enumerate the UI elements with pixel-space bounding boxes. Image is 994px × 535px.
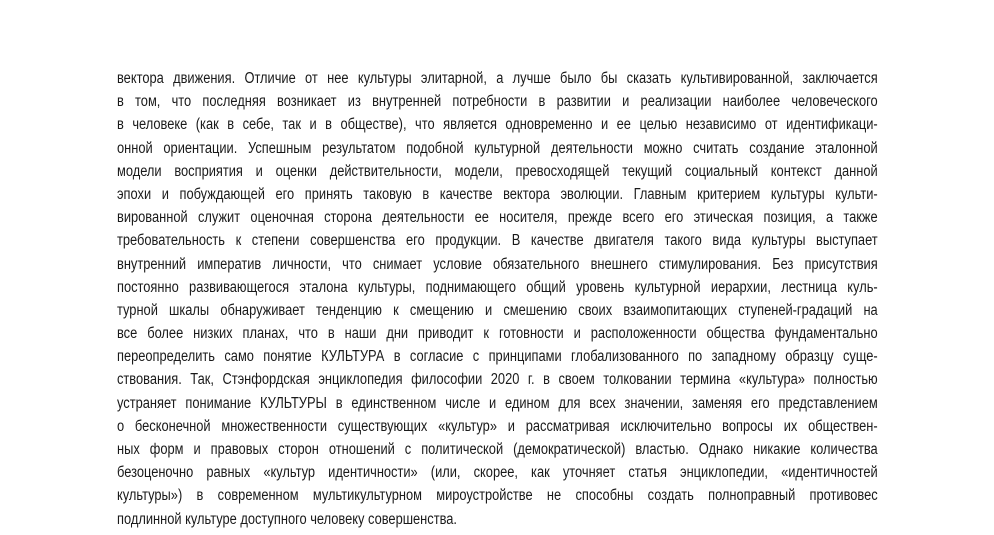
text-line: вированной служит оценочная сторона деятельности ее носителя, прежде всего его этическая позиция, а также [117,209,878,227]
text-line: в том, что последняя возникает из внутренней потребности в развитии и реализации наиболее человеческого [117,93,878,111]
text-line: все более низких планах, что в наши дни приводит к готовности и расположенности общества фундаментально [117,325,878,343]
text-line-last: подлинной культуре доступного человеку совершенства. [117,510,457,528]
text-line: в человеке (как в себе, так и в обществе), что является одновременно и ее целью независимо от идентификаци- [117,116,878,134]
text-line: вектора движения. Отличие от нее культуры элитарной, а лучше было бы сказать культивированной, заключается [117,70,878,87]
body-paragraph [117,67,878,531]
text-line: онной ориентации. Успешным результатом подобной культурной деятельности можно считать создание эталонной [117,139,878,157]
text-line: переопределить само понятие КУЛЬТУРА в согласие с принципами глобализованного по западному образцу суще- [117,348,878,366]
text-line: устраняет понимание КУЛЬТУРЫ в единственном числе и едином для всех значении, заменяя его представлением [117,394,878,412]
text-line: постоянно развивающегося эталона культуры, поднимающего общий уровень культурной иерархии, лестница куль- [117,278,878,296]
text-line: эпохи и побуждающей его принять таковую в качестве вектора эволюции. Главным критерием культуры культи- [117,185,878,203]
text-line: безоценочно равных «культур идентичности» (или, скорее, как уточняет статья энциклопедии, «идентичностей [117,464,878,482]
text-line: модели восприятия и оценки действительности, модели, превосходящей текущий социальный контекст данной [117,162,878,180]
text-line: культуры») в современном мультикультурном мироустройстве не способны создать полноправный противовес [117,487,878,505]
text-line: требовательность к степени совершенства его продукции. В качестве двигателя такого вида культуры выступает [117,232,878,250]
text-line: о бесконечной множественности существующих «культур» и рассматривая исключительно вопросы их обществен- [117,417,878,435]
text-line: ствования. Так, Стэнфордская энциклопедия философии 2020 г. в своем толковании термина «культура» полностью [117,371,878,389]
text-line: ных форм и правовых сторон отношений с политической (демократической) властью. Однако никакие количества [117,441,878,458]
text-line: турной шкалы обнаруживает тенденцию к смещению и смешению своих взаимопитающих ступеней-градаций на [117,301,878,319]
text-line: внутренний императив личности, что снимает условие обязательного внешнего стимулирования. Без присутствия [117,255,878,273]
